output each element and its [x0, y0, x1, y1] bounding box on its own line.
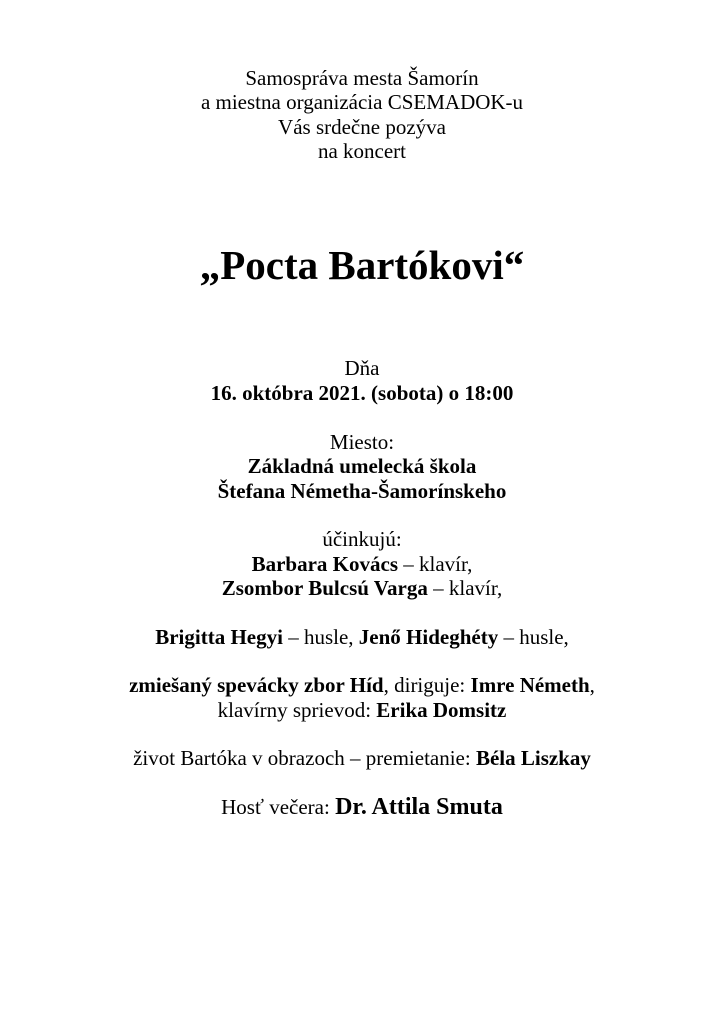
invitation-line: Vás srdečne pozýva [278, 115, 446, 139]
guest-label: Hosť večera: [221, 795, 336, 819]
guest-row [0, 795, 724, 819]
co-organizer-line: a miestna organizácia CSEMADOK-u [200, 90, 524, 114]
film-text: život Bartóka v obrazoch – premietanie: [133, 746, 476, 770]
performer-role: – klavír, [398, 552, 473, 576]
performer-role: – husle, [282, 625, 359, 649]
performer-row-3 [0, 625, 724, 649]
concert-title: „Pocta Bartókovi“ [199, 242, 525, 288]
choir-row [0, 673, 724, 697]
performer-name: Jenő Hideghéty [358, 625, 499, 649]
performer-role: – klavír, [427, 576, 503, 600]
choir-text: , diriguje: [383, 673, 471, 697]
performer-role: – husle, [498, 625, 569, 649]
conductor-name: Imre Németh [470, 673, 590, 697]
venue-label: Miesto: [329, 430, 395, 454]
choir-name: zmiešaný spevácky zbor Híd [129, 673, 384, 697]
performer-name: Brigitta Hegyi [155, 625, 283, 649]
accompanist-name: Erika Domsitz [376, 698, 507, 722]
venue-line-2: Štefana Németha-Šamorínskeho [217, 479, 507, 503]
guest-name: Dr. Attila Smuta [335, 794, 503, 820]
performers-label: účinkujú: [322, 527, 402, 551]
choir-end: , [589, 673, 595, 697]
film-row [0, 746, 724, 770]
performer-row-2 [0, 576, 724, 600]
accompaniment-text: klavírny sprievod: [217, 698, 377, 722]
event-type-line: na koncert [317, 139, 407, 163]
date-label: Dňa [344, 356, 380, 380]
performer-name: Barbara Kovács [251, 552, 398, 576]
organizer-line: Samospráva mesta Šamorín [245, 66, 479, 90]
date-value: 16. októbra 2021. (sobota) o 18:00 [210, 381, 514, 405]
film-author: Béla Liszkay [475, 746, 591, 770]
performer-name: Zsombor Bulcsú Varga [221, 576, 428, 600]
accompaniment-row [0, 698, 724, 722]
venue-line-1: Základná umelecká škola [247, 454, 477, 478]
performer-row-1 [0, 552, 724, 576]
